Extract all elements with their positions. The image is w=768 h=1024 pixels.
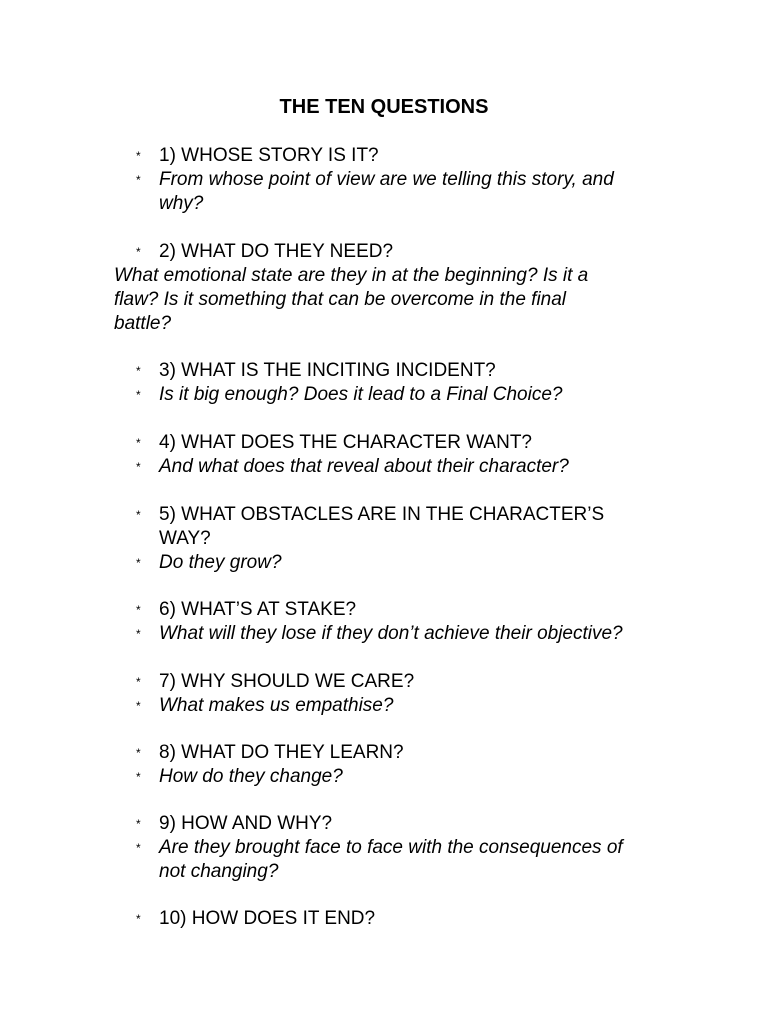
question-4-sub-line (0, 455, 768, 479)
question-7 (0, 670, 768, 718)
bullet-icon: * (136, 699, 141, 713)
question-6-heading-line (0, 598, 768, 622)
question-8 (0, 741, 768, 789)
question-5-heading: 5) WHAT OBSTACLES ARE IN THE CHARACTER’S WAY? (159, 504, 605, 549)
bullet-icon: * (136, 627, 141, 641)
bullet-icon: * (136, 912, 141, 926)
question-9-heading-line (0, 812, 768, 836)
question-6 (0, 598, 768, 646)
question-10-heading-line (0, 907, 768, 931)
question-8-heading-line (0, 741, 768, 765)
bullet-icon: * (136, 770, 141, 784)
question-7-sub-line (0, 694, 768, 718)
question-1-sub-line (0, 168, 768, 216)
bullet-icon: * (136, 841, 141, 855)
question-1-heading-line (0, 144, 768, 168)
question-6-sub: What will they lose if they don’t achieve their objective? (159, 623, 623, 644)
question-4-heading-line (0, 431, 768, 455)
bullet-icon: * (136, 817, 141, 831)
question-1-heading: 1) WHOSE STORY IS IT? (159, 145, 379, 166)
question-9-heading: 9) HOW AND WHY? (159, 813, 333, 834)
bullet-icon: * (136, 460, 141, 474)
question-2 (0, 240, 768, 264)
question-1-sub: From whose point of view are we telling this story, and why? (159, 169, 614, 214)
bullet-icon: * (136, 245, 141, 259)
bullet-icon: * (136, 149, 141, 163)
question-9 (0, 812, 768, 884)
question-7-sub: What makes us empathise? (159, 695, 394, 716)
question-2-heading-line (0, 240, 768, 264)
question-2-heading: 2) WHAT DO THEY NEED? (159, 241, 394, 262)
question-3 (0, 359, 768, 407)
bullet-icon: * (136, 436, 141, 450)
question-3-heading-line (0, 359, 768, 383)
question-4-heading: 4) WHAT DOES THE CHARACTER WANT? (159, 432, 532, 453)
bullet-icon: * (136, 388, 141, 402)
bullet-icon: * (136, 173, 141, 187)
question-9-sub-line (0, 836, 768, 884)
page-title: THE TEN QUESTIONS (279, 96, 489, 118)
question-5-sub: Do they grow? (159, 552, 282, 573)
question-10 (0, 907, 768, 931)
question-8-sub: How do they change? (159, 766, 343, 787)
bullet-icon: * (136, 364, 141, 378)
question-5-heading-line (0, 503, 768, 551)
question-5-sub-line (0, 551, 768, 575)
bullet-icon: * (136, 746, 141, 760)
bullet-icon: * (136, 603, 141, 617)
question-7-heading: 7) WHY SHOULD WE CARE? (159, 671, 415, 692)
bullet-icon: * (136, 675, 141, 689)
question-10-heading: 10) HOW DOES IT END? (159, 908, 376, 929)
question-6-sub-line (0, 622, 768, 646)
question-6-heading: 6) WHAT’S AT STAKE? (159, 599, 357, 620)
question-3-sub: Is it big enough? Does it lead to a Final Choice? (159, 384, 563, 405)
question-7-heading-line (0, 670, 768, 694)
question-8-sub-line (0, 765, 768, 789)
question-9-sub: Are they brought face to face with the consequences of not changing? (159, 837, 623, 882)
bullet-icon: * (136, 556, 141, 570)
question-1 (0, 144, 768, 216)
question-5 (0, 503, 768, 575)
question-3-sub-line (0, 383, 768, 407)
question-3-heading: 3) WHAT IS THE INCITING INCIDENT? (159, 360, 496, 381)
question-2-paragraph: What emotional state are they in at the beginning? Is it a flaw? Is it something that can be overcome in the final battle? (114, 265, 589, 334)
question-4-sub: And what does that reveal about their character? (159, 456, 569, 477)
question-8-heading: 8) WHAT DO THEY LEARN? (159, 742, 404, 763)
bullet-icon: * (136, 508, 141, 522)
question-4 (0, 431, 768, 479)
